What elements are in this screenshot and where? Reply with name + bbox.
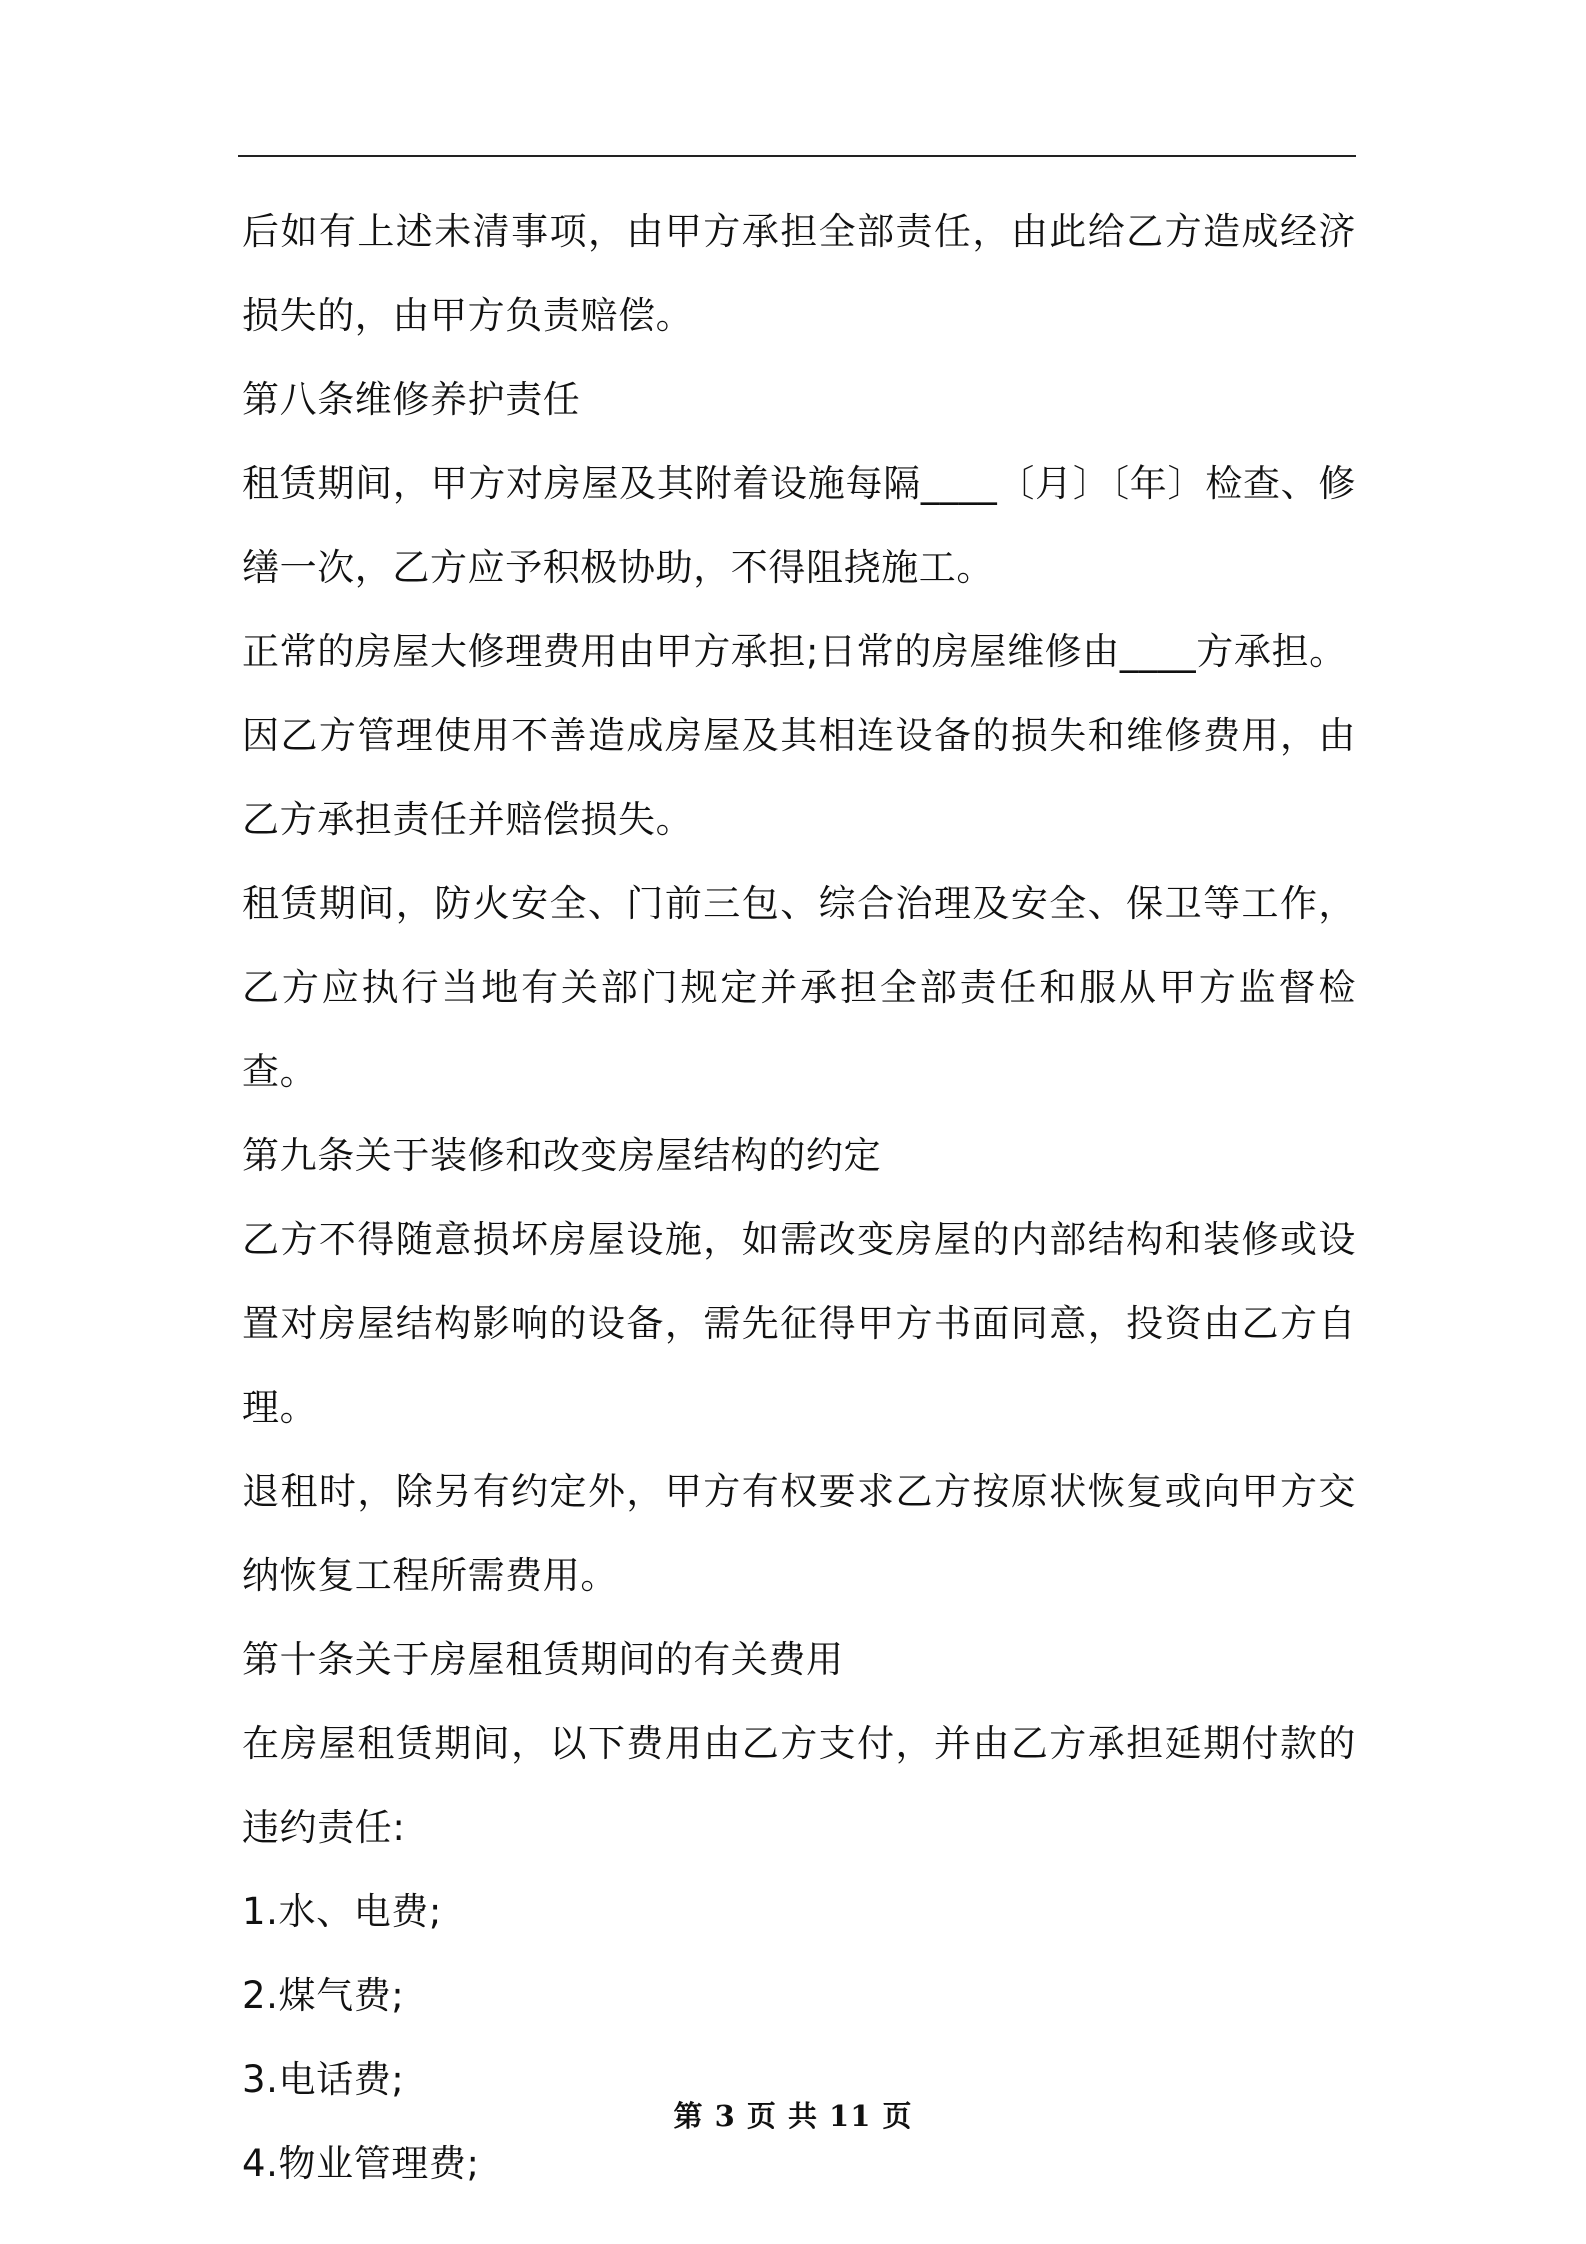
section-heading-article-10: 第十条关于房屋租赁期间的有关费用 bbox=[242, 1638, 844, 1681]
page-number bbox=[0, 2094, 1586, 2135]
paragraph: 租赁期间，甲方对房屋及其附着设施每隔____〔月〕〔年〕检查、修缮一次，乙方应予积极协助，不得阻挠施工。 bbox=[242, 462, 1356, 589]
header-rule bbox=[238, 155, 1356, 157]
paragraph: 正常的房屋大修理费用由甲方承担;日常的房屋维修由____方承担。 bbox=[242, 630, 1347, 673]
list-item: 4.物业管理费; bbox=[242, 2142, 480, 2185]
paragraph: 退租时，除另有约定外，甲方有权要求乙方按原状恢复或向甲方交纳恢复工程所需费用。 bbox=[242, 1470, 1356, 1597]
paragraph: 在房屋租赁期间，以下费用由乙方支付，并由乙方承担延期付款的违约责任: bbox=[242, 1722, 1356, 1849]
list-item: 2.煤气费; bbox=[242, 1974, 405, 2017]
section-heading-article-9: 第九条关于装修和改变房屋结构的约定 bbox=[242, 1134, 882, 1177]
paragraph-continuation: 后如有上述未清事项，由甲方承担全部责任，由此给乙方造成经济损失的，由甲方负责赔偿。 bbox=[242, 210, 1356, 337]
list-item: 3.电话费; bbox=[242, 2058, 405, 2101]
page-number-label: 第 3 页 共 11 页 bbox=[673, 2099, 913, 2133]
document-body bbox=[242, 190, 1356, 2206]
paragraph: 乙方不得随意损坏房屋设施，如需改变房屋的内部结构和装修或设置对房屋结构影响的设备，需先征得甲方书面同意，投资由乙方自理。 bbox=[242, 1218, 1356, 1429]
paragraph: 租赁期间，防火安全、门前三包、综合治理及安全、保卫等工作，乙方应执行当地有关部门规定并承担全部责任和服从甲方监督检查。 bbox=[242, 882, 1356, 1093]
list-item: 1.水、电费; bbox=[242, 1890, 442, 1933]
paragraph: 因乙方管理使用不善造成房屋及其相连设备的损失和维修费用，由乙方承担责任并赔偿损失。 bbox=[242, 714, 1356, 841]
section-heading-article-8: 第八条维修养护责任 bbox=[242, 378, 581, 421]
